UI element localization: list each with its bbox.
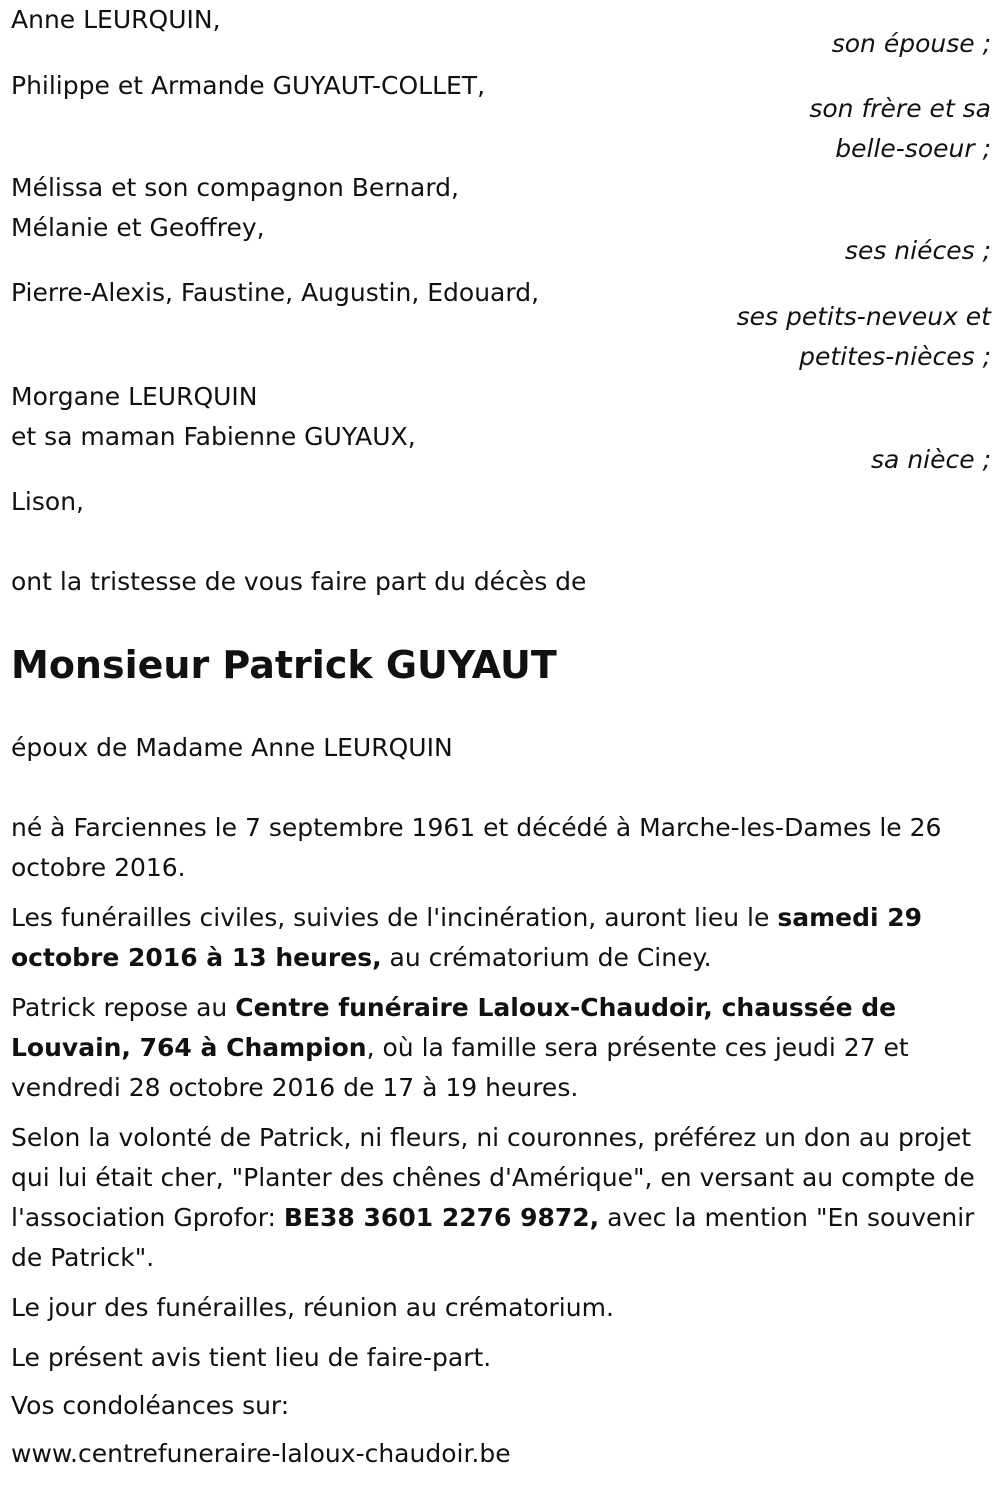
family-name: Philippe et Armande GUYAUT-COLLET, — [11, 71, 486, 100]
funeral-date: samedi 29 octobre 2016 à 13 heures, — [11, 903, 923, 972]
family-relation: son frère et sa — [809, 94, 991, 123]
meeting-paragraph: Le jour des funérailles, réunion au crématorium. — [11, 1293, 614, 1322]
deceased-name: Monsieur Patrick GUYAUT — [11, 643, 557, 687]
family-relation: ses niéces ; — [844, 236, 991, 265]
family-name: Pierre-Alexis, Faustine, Augustin, Edouard, — [11, 278, 540, 307]
spouse-line: époux de Madame Anne LEURQUIN — [11, 733, 453, 762]
birth-death-paragraph: né à Farciennes le 7 septembre 1961 et décédé à Marche-les-Dames le 26 octobre 2016. — [11, 813, 942, 882]
family-name: Morgane LEURQUIN — [11, 382, 258, 411]
condolences-website: www.centrefuneraire-laloux-chaudoir.be — [11, 1439, 511, 1468]
family-name: Anne LEURQUIN, — [11, 5, 221, 34]
funeral-paragraph: Les funérailles civiles, suivies de l'incinération, auront lieu le samedi 29 octobre 2016 à 13 heures, au crématorium de Ciney. — [11, 903, 923, 972]
family-name: Lison, — [11, 487, 84, 516]
family-relation: son épouse ; — [831, 29, 991, 58]
family-relation: belle-soeur ; — [835, 134, 991, 163]
bank-account: BE38 3601 2276 9872, — [283, 1203, 600, 1232]
family-name: Mélanie et Geoffrey, — [11, 213, 265, 242]
family-name: et sa maman Fabienne GUYAUX, — [11, 422, 416, 451]
condolences-label: Vos condoléances sur: — [11, 1391, 290, 1420]
funeral-home-address: Centre funéraire Laloux-Chaudoir, chaussée de Louvain, 764 à Champion — [11, 993, 897, 1062]
obituary-notice — [11, 0, 991, 1474]
family-name: Mélissa et son compagnon Bernard, — [11, 173, 459, 202]
repose-paragraph: Patrick repose au Centre funéraire Laloux-Chaudoir, chaussée de Louvain, 764 à Champion, où la famille sera présente ces jeudi 27 et vendredi 28 octobre 2016 de 17 à 19 heures. — [11, 993, 909, 1102]
announcement-intro: ont la tristesse de vous faire part du décès de — [11, 567, 587, 596]
notice-paragraph: Le présent avis tient lieu de faire-part. — [11, 1343, 492, 1372]
family-relation: ses petits-neveux et — [736, 302, 991, 331]
family-relation: sa nièce ; — [871, 445, 991, 474]
family-relation: petites-nièces ; — [799, 342, 991, 371]
donation-paragraph: Selon la volonté de Patrick, ni fleurs, ni couronnes, préférez un don au projet qui lui était cher, "Planter des chênes d'Amérique", en versant au compte de l'association Gprofor: BE38 3601 2276 9872, avec la mention "En souvenir de Patrick". — [11, 1123, 975, 1272]
